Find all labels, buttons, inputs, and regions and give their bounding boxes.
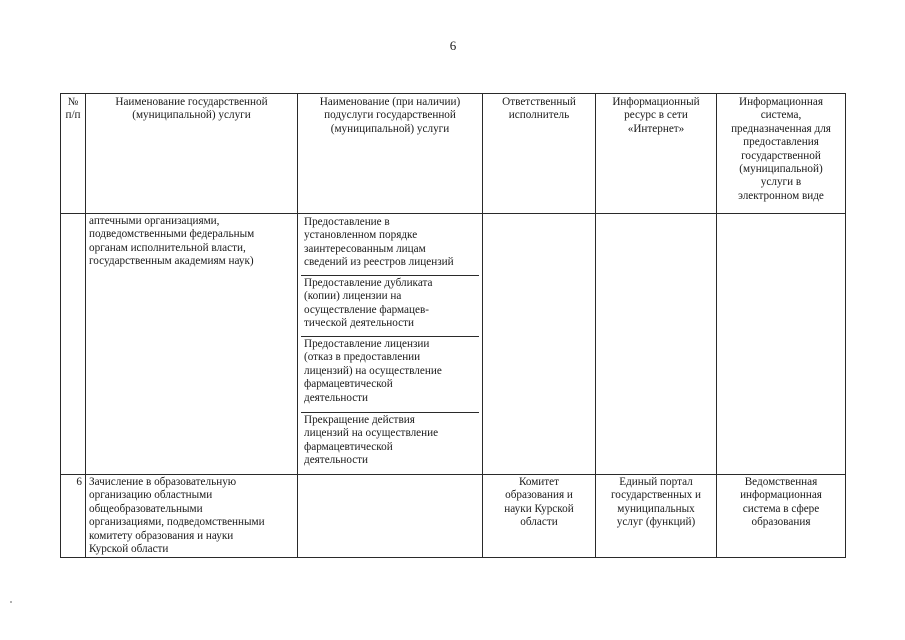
subservice-item: Предоставление лицензии (отказ в предоставлении лицензий) на осуществление фармацевтической деятельности xyxy=(301,337,479,413)
header-info-system: Информационная система, предназначенная для предоставления государственной (муниципальной) услуги в электронном виде xyxy=(717,94,846,214)
info-system-cell: Ведомственная информационная система в сфере образования xyxy=(717,475,846,558)
info-system-cell xyxy=(717,214,846,475)
header-number: № п/п xyxy=(61,94,86,214)
subservice-item: Прекращение действия лицензий на осуществление фармацевтической деятельности xyxy=(304,414,439,467)
header-internet-resource: Информационный ресурс в сети «Интернет» xyxy=(596,94,717,214)
service-name-cell: Зачисление в образовательную организацию областными общеобразовательными организациями, подведомственными комитету образования и науки Курской области xyxy=(86,475,298,558)
scan-speck xyxy=(10,601,12,603)
executor-cell xyxy=(483,214,596,475)
row-number: 6 xyxy=(61,475,86,558)
internet-resource-cell xyxy=(596,214,717,475)
table-header-row xyxy=(61,94,846,214)
executor-cell: Комитет образования и науки Курской области xyxy=(483,475,596,558)
subservices-cell xyxy=(298,214,483,475)
subservice-item: Предоставление в установленном порядке заинтересованным лицам сведений из реестров лицензий xyxy=(301,215,479,276)
service-name-cell: аптечными организациями, подведомственными федеральным органам исполнительной власти, государственным академиям наук) xyxy=(86,214,298,475)
page-number: 6 xyxy=(449,38,457,53)
internet-resource-cell: Единый портал государственных и муниципальных услуг (функций) xyxy=(596,475,717,558)
header-subservice-name: Наименование (при наличии) подуслуги государственной (муниципальной) услуги xyxy=(298,94,483,214)
table-row xyxy=(61,475,846,558)
subservices-list xyxy=(301,215,479,473)
row-number xyxy=(61,214,86,475)
header-executor: Ответственный исполнитель xyxy=(483,94,596,214)
services-table xyxy=(60,93,846,558)
header-service-name: Наименование государственной (муниципальной) услуги xyxy=(86,94,298,214)
subservice-item: Предоставление дубликата (копии) лицензии на осуществление фармацев- тической деятельности xyxy=(301,276,479,337)
subservices-cell xyxy=(298,475,483,558)
table-row xyxy=(61,214,846,475)
